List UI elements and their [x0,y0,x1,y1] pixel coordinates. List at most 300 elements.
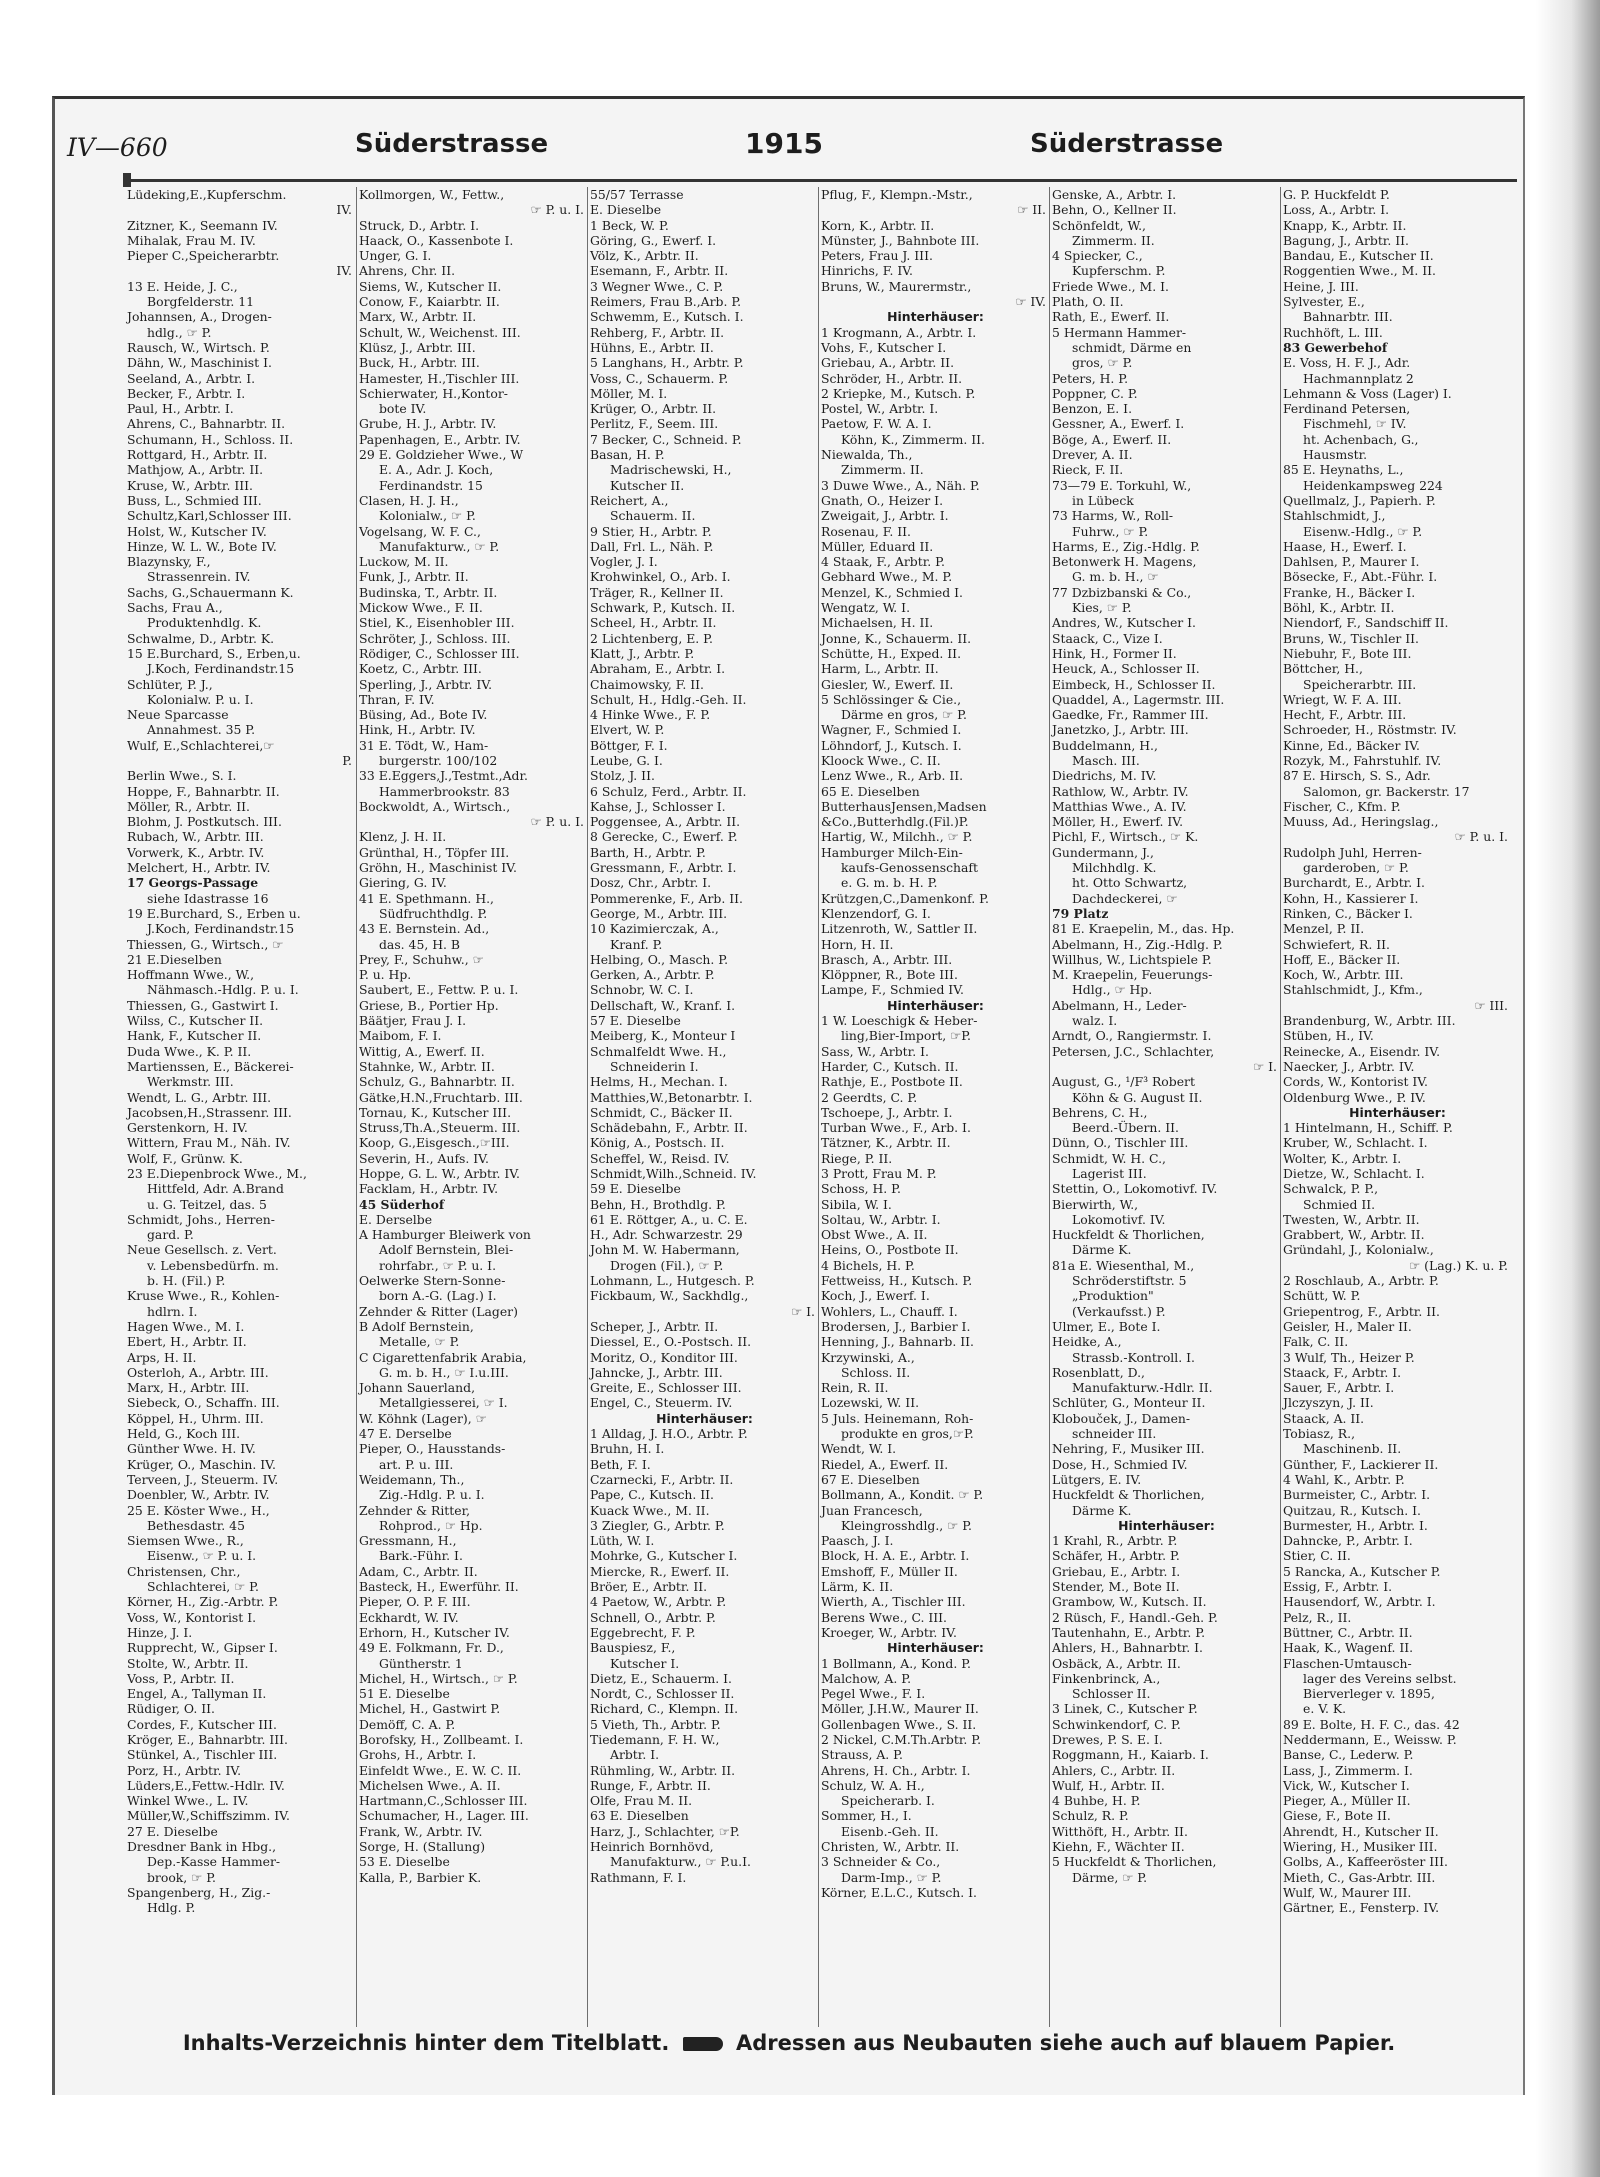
directory-line: Neue Gesellsch. z. Vert. [127,1242,277,1258]
directory-line: Büttner, C., Arbtr. II. [1283,1624,1413,1640]
directory-line: Kies, ☞ P. [1072,600,1132,616]
directory-line: George, M., Arbtr. III. [590,905,728,921]
directory-line: brook, ☞ P. [147,1869,216,1885]
directory-line: Wolter, K., Arbtr. I. [1283,1150,1402,1166]
directory-line: Rath, E., Ewerf. II. [1052,309,1170,325]
directory-line: Marx, W., Arbtr. II. [359,309,477,325]
directory-line: Barth, H., Arbtr. P. [590,844,706,860]
directory-line: Südfruchthdlg. P. [379,905,488,921]
directory-line: Michaelsen, H. II. [821,615,934,631]
directory-line: Berlin Wwe., S. I. [127,768,237,784]
directory-line: Borofsky, H., Zollbeamt. I. [359,1731,524,1747]
directory-line: Michel, H., Gastwirt P. [359,1701,501,1717]
directory-line: G. m. b. H., ☞ I.u.III. [379,1364,509,1380]
directory-line: Menzel, P. II. [1283,921,1365,937]
directory-line: Pelz, R., II. [1283,1609,1352,1625]
directory-line: Dünn, O., Tischler III. [1052,1135,1189,1151]
directory-line: Eisenw., ☞ P. u. I. [147,1548,257,1564]
directory-line: Schmied II. [1303,1196,1376,1212]
directory-line: Köhn & G. August II. [1072,1089,1203,1105]
directory-line: siehe Idastrasse 16 [147,890,269,906]
directory-line: garderoben, ☞ P. [1303,860,1409,876]
directory-line: Beth, F. I. [590,1456,651,1472]
directory-line: Voss, W., Kontorist I. [127,1609,257,1625]
directory-line: Haack, O., Kassenbote I. [359,232,514,248]
directory-line: Twesten, W., Arbtr. II. [1283,1211,1420,1227]
directory-line: Gundermann, J., [1052,844,1154,860]
directory-line: Osterloh, A., Arbtr. III. [127,1364,269,1380]
directory-line: 85 E. Heynaths, L., [1283,462,1404,478]
directory-line: Terveen, J., Steuerm. IV. [127,1471,279,1487]
directory-line: Clasen, H. J. H., [359,492,459,508]
directory-line: gard. P. [147,1227,194,1243]
directory-line: Schwark, P., Kutsch. II. [590,600,736,616]
directory-line: Tätzner, K., Arbtr. II. [821,1135,951,1151]
directory-line: burgerstr. 100/102 [379,752,498,768]
directory-line: Bierwirth, W., [1052,1196,1139,1212]
directory-line: Golbs, A., Kaffeeröster III. [1283,1854,1448,1870]
directory-line: Hinterhäuser: [656,1410,753,1426]
directory-line: Neue Sparcasse [127,707,229,723]
directory-line: Schlüter, P. J., [127,676,213,692]
directory-line: Schumann, H., Schloss. II. [127,431,294,447]
directory-line: kaufs-Genossenschaft [841,860,978,876]
directory-line: Hoppe, F., Bahnarbtr. II. [127,783,280,799]
directory-line: Adolf Bernstein, Blei- [379,1242,514,1258]
directory-line: 3 Duwe Wwe., A., Näh. P. [821,477,980,493]
directory-line: Drewes, P. S. E. I. [1052,1731,1163,1747]
directory-line: Schwemm, E., Kutsch. I. [590,309,744,325]
directory-line: Oldenburg Wwe., P. IV. [1283,1089,1426,1105]
directory-line: Lokomotivf. IV. [1072,1211,1166,1227]
directory-line: 47 E. Derselbe [359,1426,452,1442]
directory-line: Griebau, A., Arbtr. II. [821,355,955,371]
directory-line: Engel, C., Steuerm. IV. [590,1395,733,1411]
directory-line: Gressmann, F., Arbtr. I. [590,860,737,876]
directory-line: Schlosser II. [1072,1686,1151,1702]
directory-line: Basan, H. P. [590,447,665,463]
directory-line: Mohrke, G., Kutscher I. [590,1548,738,1564]
directory-line: 3 Ziegler, G., Arbtr. P. [590,1517,725,1533]
directory-line: H., Adr. Schwarzestr. 29 [590,1227,743,1243]
directory-line: E. Voss, H. F. J., Adr. [1283,355,1411,371]
directory-line: Buck, H., Arbtr. III. [359,355,480,371]
directory-line: Helms, H., Mechan. I. [590,1074,728,1090]
directory-line: Emshoff, F., Müller II. [821,1563,958,1579]
directory-line: 29 E. Goldzieher Wwe., W [359,447,524,463]
directory-line: Christen, W., Arbtr. II. [821,1839,960,1855]
directory-line: Giering, G. IV. [359,875,447,891]
directory-line: Zitzner, K., Seemann IV. [127,217,278,233]
directory-line: Möller, M. I. [590,385,668,401]
directory-line: Rödiger, C., Schlosser III. [359,645,520,661]
directory-line: Bahnarbtr. III. [1303,309,1393,325]
directory-line: Koch, W., Arbtr. III. [1283,967,1404,983]
directory-line: Gätke,H.N.,Fruchtarb. III. [359,1089,523,1105]
directory-line: Rudolph Juhl, Herren- [1283,844,1422,860]
directory-line: 2 Rüsch, F., Handl.-Geh. P. [1052,1609,1218,1625]
directory-line: 7 Becker, C., Schneid. P. [590,431,742,447]
directory-line: E. A., Adr. J. Koch, [379,462,494,478]
directory-line: Elvert, W. P. [590,722,665,738]
directory-line: Blazynsky, F., [127,554,211,570]
directory-line: Bruns, W., Maurermstr., [821,278,972,294]
directory-line: Paul, H., Arbtr. I. [127,401,234,417]
directory-line: 25 E. Köster Wwe., H., [127,1502,270,1518]
directory-line: Ahrens, Chr. II. [359,263,456,279]
directory-line: Böttger, F. I. [590,737,668,753]
directory-line: Böhl, K., Arbtr. II. [1283,600,1395,616]
directory-line: Prey, F., Schuhw., ☞ [359,951,484,967]
directory-line: Manufakturw.-Hdlr. II. [1072,1380,1213,1396]
directory-line: Nehring, F., Musiker III. [1052,1441,1205,1457]
directory-line: Schmidt,Wilh.,Schneid. IV. [590,1166,757,1181]
directory-line: Olfe, Frau M. II. [590,1793,693,1809]
directory-line: 17 Georgs-Passage [127,875,259,891]
directory-line: Böttcher, H., [1283,661,1363,677]
directory-line: Muuss, Ad., Heringslag., [1283,814,1439,830]
directory-line: Struck, D., Arbtr. I. [359,217,480,233]
directory-line: Wulf, E.,Schlachterei,☞ [127,737,275,753]
directory-line: 83 Gewerbehof [1283,339,1388,355]
directory-line: Produktenhdlg. K. [147,615,262,631]
directory-line: Dose, H., Schmied IV. [1052,1456,1188,1472]
directory-line: Eisenb.-Geh. II. [841,1823,939,1839]
directory-line: ☞ I. [791,1303,815,1319]
directory-line: Masch. III. [1072,752,1140,768]
directory-line: 81a E. Wiesenthal, M., [1052,1257,1195,1273]
directory-line: Staack, C., Vize I. [1052,630,1163,646]
directory-line: Koetz, C., Arbtr. III. [359,661,482,677]
directory-line: 5 Schlössinger & Cie., [821,691,962,707]
year-heading: 1915 [745,127,823,160]
directory-line: Sachs, G.,Schauermann K. [127,584,294,600]
directory-line: Nähmasch.-Hdlg. P. u. I. [147,982,299,998]
footer-right-text: Adressen aus Neubauten siehe auch auf blauem Papier. [735,2031,1396,2055]
directory-line: 61 E. Röttger, A., u. C. E. [590,1211,748,1227]
directory-line: Vorwerk, K., Arbtr. IV. [127,844,265,860]
directory-line: Peters, H. P. [1052,370,1129,386]
directory-line: Bruns, W., Tischler II. [1283,630,1419,646]
directory-line: Postel, W., Arbtr. I. [821,401,939,417]
directory-line: Abelmann, H., Zig.-Hdlg. P. [1052,936,1223,952]
directory-line: Riege, P. II. [821,1150,893,1166]
directory-line: Ferdinandstr. 15 [379,477,483,493]
directory-line: 10 Kazimierczak, A., [590,921,719,937]
directory-line: Arps, H. II. [127,1349,197,1365]
directory-line: Kolonialw., ☞ P. [379,508,476,524]
directory-page [52,96,1525,2095]
directory-line: Wriegt, W. F. A. III. [1283,691,1402,707]
directory-line: Drogen (Fil.), ☞ P. [610,1257,724,1273]
directory-line: (Verkaufsst.) P. [1072,1303,1166,1319]
directory-line: ☞ P. u. I. [1454,829,1508,845]
directory-line: Kutscher I. [610,1655,680,1671]
directory-line: 55/57 Terrasse [590,187,684,202]
directory-line: Frank, W., Arbtr. IV. [359,1823,483,1839]
directory-line: Krohwinkel, O., Arb. I. [590,569,731,585]
directory-line: Banse, C., Lederw. P. [1283,1747,1414,1763]
directory-line: Unger, G. I. [359,248,432,264]
directory-line: Müller, Eduard II. [821,538,934,554]
directory-line: Dosz, Chr., Arbtr. I. [590,875,712,891]
directory-line: Meiberg, K., Monteur I [590,1028,736,1044]
directory-line: Heuck, A., Schlosser II. [1052,661,1200,677]
directory-line: 8 Gerecke, C., Ewerf. P. [590,829,738,845]
directory-line: Luckow, M. II. [359,554,449,570]
directory-line: Schröderstiftstr. 5 [1072,1273,1187,1289]
directory-line: Bockwoldt, A., Wirtsch., [359,798,511,814]
directory-line: Därme K. [1072,1502,1132,1518]
directory-line: Plath, O. II. [1052,294,1124,310]
directory-line: Soltau, W., Arbtr. I. [821,1211,941,1227]
directory-line: ☞ P. u. I. [530,814,584,830]
directory-line: Gaedke, Fr., Rammer III. [1052,707,1209,723]
directory-line: Janetzko, J., Arbtr. III. [1052,722,1189,738]
directory-line: P. u. Hp. [359,967,412,983]
directory-line: P. [342,752,352,768]
directory-line: Gnath, O., Heizer I. [821,492,944,508]
directory-line: Rausch, W., Wirtsch. P. [127,339,270,355]
directory-line: Sorge, H. (Stallung) [359,1839,486,1855]
directory-line: Tschoepe, J., Arbtr. I. [821,1104,953,1120]
directory-line: Wendt, W. I. [821,1441,897,1457]
directory-line: Hartmann,C.,Schlosser III. [359,1793,528,1809]
directory-line: Hinterhäuser: [887,997,984,1013]
directory-line: Rubach, W., Arbtr. III. [127,829,264,845]
directory-line: Schoss, H. P. [821,1181,901,1197]
directory-line: Abraham, E., Arbtr. I. [590,661,726,677]
directory-line: Madrischewski, H., [610,462,732,478]
directory-line: ☞ I. [1253,1058,1277,1074]
directory-line: Schneiderin I. [610,1058,699,1074]
directory-line: 13 E. Heide, J. C., [127,278,238,294]
directory-line: Gärtner, E., Fensterp. IV. [1283,1900,1440,1916]
directory-line: Griebau, E., Arbtr. I. [1052,1563,1181,1579]
directory-line: Thiessen, G., Gastwirt I. [127,997,279,1013]
directory-line: 5 Hermann Hammer- [1052,324,1187,340]
directory-line: 4 Spiecker, C., [1052,248,1143,264]
directory-line: Michel, H., Wirtsch., ☞ P. [359,1670,518,1686]
directory-line: 33 E.Eggers,J.,Testmt.,Adr. [359,768,528,784]
directory-line: „Produktion" [1072,1288,1154,1304]
directory-line: Sachs, Frau A., [127,600,223,616]
directory-line: 5 Langhans, H., Arbtr. P. [590,355,744,371]
directory-line: 4 Hinke Wwe., F. P. [590,707,711,723]
directory-line: Dellschaft, W., Kranf. I. [590,997,736,1013]
directory-line: bote IV. [379,401,427,417]
directory-line: 1 Krahl, R., Arbtr. P. [1052,1533,1178,1549]
directory-line: Eimbeck, H., Schlosser II. [1052,676,1216,692]
directory-line: Buss, L., Schmied III. [127,492,262,508]
directory-line: Dep.-Kasse Hammer- [147,1854,281,1870]
directory-line: Huckfeldt & Thorlichen, [1052,1227,1205,1243]
directory-line: Funk, J., Arbtr. II. [359,569,469,585]
directory-line: 73—79 E. Torkuhl, W., [1052,477,1192,493]
directory-line: Jacobsen,H.,Strassenr. III. [127,1104,292,1120]
directory-line: Scheel, H., Arbtr. II. [590,615,717,631]
directory-line: 45 Süderhof [359,1196,445,1212]
directory-line: Kruse, W., Arbtr. III. [127,477,253,493]
directory-line: 5 Juls. Heinemann, Roh- [821,1410,974,1426]
directory-line: 4 Paetow, W., Arbtr. P. [590,1594,727,1610]
column-6 [1280,187,1512,2027]
directory-line: Stahlschmidt, J., [1283,508,1386,524]
directory-line: Kalla, P., Barbier K. [359,1869,482,1885]
directory-line: Tornau, K., Kutscher III. [359,1104,512,1120]
directory-line: 4 Bichels, H. P. [821,1257,915,1273]
directory-line: Rehberg, F., Arbtr. II. [590,324,725,340]
directory-line: John M. W. Habermann, [590,1242,740,1258]
directory-line: Köppel, H., Uhrm. III. [127,1410,264,1426]
directory-line: Dietze, W., Schlacht. I. [1283,1166,1425,1181]
directory-line: Darm-Imp., ☞ P. [841,1869,942,1885]
directory-line: Dahlsen, P., Maurer I. [1283,554,1420,570]
directory-line: 5 Rancka, A., Kutscher P. [1283,1563,1441,1579]
column-1 [125,187,356,2027]
directory-line: Körner, E.L.C., Kutsch. I. [821,1884,977,1900]
directory-line: 77 Dzbizbanski & Co., [1052,584,1192,600]
directory-line: 51 E. Dieselbe [359,1686,450,1702]
directory-line: Schröter, J., Schloss. III. [359,630,511,646]
directory-line: e. G. m. b. H. P. [841,875,938,891]
directory-line: Schütte, H., Exped. II. [821,645,962,661]
directory-line: 81 E. Kraepelin, M., das. Hp. [1052,921,1235,937]
column-4 [818,187,1050,2027]
directory-line: Bruhn, H. I. [590,1441,665,1457]
directory-line: Bäätjer, Frau J. I. [359,1013,467,1029]
directory-line: Siems, W., Kutscher II. [359,278,502,294]
directory-line: Burmeister, C., Arbtr. I. [1283,1487,1431,1503]
directory-line: 79 Platz [1052,905,1109,921]
directory-line: Lampe, F., Schmied IV. [821,982,964,998]
directory-line: Wilss, C., Kutscher II. [127,1013,264,1029]
directory-line: Wulf, H., Arbtr. II. [1052,1777,1165,1793]
directory-line: Grohs, H., Arbtr. I. [359,1747,477,1763]
directory-line: Genske, A., Arbtr. I. [1052,187,1177,202]
directory-line: 4 Buhbe, H. P. [1052,1793,1141,1809]
directory-line: Pflug, F., Klempn.-Mstr., [821,187,973,202]
directory-line: Helbing, O., Masch. P. [590,951,729,967]
directory-line: Porz, H., Arbtr. IV. [127,1762,242,1778]
directory-line: 2 Geerdts, C. P. [821,1089,918,1105]
directory-line: C Cigarettenfabrik Arabia, [359,1349,527,1365]
directory-line: Engel, A., Tallyman II. [127,1686,267,1702]
directory-line: 3 Wegner Wwe., C. P. [590,278,724,294]
directory-line: Cordes, F., Kutscher III. [127,1716,277,1732]
directory-line: ling,Bier-Import, ☞P. [841,1028,971,1044]
directory-line: 9 Stier, H., Arbtr. P. [590,523,712,539]
directory-line: Voss, C., Schauerm. P. [590,370,729,386]
directory-line: Hausmstr. [1303,447,1368,463]
directory-line: Winkel Wwe., L. IV. [127,1793,249,1809]
directory-line: das. 45, H. B [379,936,460,952]
directory-line: Litzenroth, W., Sattler II. [821,921,978,937]
directory-line: 1 Beck, W. P. [590,217,669,233]
footer-left-text: Inhalts-Verzeichnis hinter dem Titelblatt. [182,2031,670,2055]
directory-line: Roggmann, H., Kaiarb. I. [1052,1747,1209,1763]
directory-line: Rozyk, M., Fahrstuhlf. IV. [1283,752,1442,768]
directory-line: Güntherstr. 1 [379,1655,463,1671]
directory-line: Demöff, C. A. P. [359,1716,456,1732]
directory-line: Holst, W., Kutscher IV. [127,523,267,539]
directory-line: Vohs, F., Kutscher I. [821,339,947,355]
directory-line: Eggebrecht, F. P. [590,1624,696,1640]
directory-line: G. m. b. H., ☞ [1072,569,1159,585]
directory-line: Henning, J., Bahnarb. II. [821,1334,974,1350]
directory-line: Niebuhr, F., Bote III. [1283,645,1412,661]
directory-line: Günther Wwe. H. IV. [127,1441,256,1457]
directory-line: Wagner, F., Schmied I. [821,722,962,738]
directory-line: Hank, F., Kutscher II. [127,1028,262,1044]
directory-line: Fickbaum, W., Sackhdlg., [590,1288,749,1304]
directory-line: Schmidt, W. H. C., [1052,1150,1166,1166]
directory-line: Horn, H. II. [821,936,894,952]
directory-line: Thran, F. IV. [359,691,435,707]
directory-line: Arbtr. I. [610,1747,660,1763]
directory-line: Leube, G. I. [590,752,663,768]
directory-line: Burmester, H., Arbtr. I. [1283,1517,1428,1533]
directory-line: Heidke, A., [1052,1334,1122,1350]
directory-line: Schroeder, H., Röstmstr. IV. [1283,722,1457,738]
directory-line: Kruse Wwe., R., Kohlen- [127,1288,280,1304]
directory-line: hdlg., ☞ P. [147,324,212,340]
directory-line: Greite, E., Schlosser III. [590,1380,742,1396]
directory-line: Hecht, F., Arbtr. III. [1283,707,1407,723]
directory-line: Geisler, H., Maler II. [1283,1318,1412,1334]
directory-line: Niendorf, F., Sandschiff II. [1283,615,1449,631]
directory-line: Behn, H., Brothdlg. P. [590,1196,726,1212]
directory-line: Hink, H., Former II. [1052,645,1177,661]
directory-line: Grabbert, W., Arbtr. II. [1283,1227,1425,1243]
directory-line: Menzel, K., Schmied I. [821,584,963,600]
directory-line: Marx, H., Arbtr. III. [127,1380,250,1396]
directory-line: Hammerbrookstr. 83 [379,783,510,799]
directory-line: 65 E. Dieselben [821,783,920,799]
directory-line: Ulmer, E., Bote I. [1052,1318,1161,1334]
directory-line: Brasch, A., Arbtr. III. [821,951,953,967]
directory-line: born A.-G. (Lag.) I. [379,1288,497,1304]
directory-line: Koch, J., Ewerf. I. [821,1288,930,1304]
directory-line: Blohm, J. Postkutsch. III. [127,814,282,830]
directory-line: Wiering, H., Musiker III. [1283,1839,1438,1855]
directory-line: Kiehn, F., Wächter II. [1052,1839,1185,1855]
directory-line: produkte en gros,☞P. [841,1426,974,1442]
directory-line: Weidemann, Th., [359,1471,465,1487]
directory-line: Staack, A. II. [1283,1410,1365,1426]
directory-line: Griese, B., Portier Hp. [359,997,499,1013]
directory-line: 41 E. Spethmann. H., [359,890,494,906]
directory-line: Annahmest. 35 P. [147,722,256,738]
directory-line: Finkenbrinck, A., [1052,1670,1161,1686]
directory-line: Pichl, F., Wirtsch., ☞ K. [1052,829,1199,845]
directory-line: Schädebahn, F., Arbtr. II. [590,1120,748,1136]
directory-line: b. H. (Fil.) P. [147,1273,226,1289]
directory-line: Cords, W., Kontorist IV. [1283,1074,1428,1090]
directory-line: schneider III. [1072,1426,1157,1442]
directory-line: gros, ☞ P. [1072,355,1133,371]
directory-line: Krzywinski, A., [821,1349,915,1365]
directory-line: Hoff, E., Bäcker II. [1283,951,1401,967]
directory-line: Basteck, H., Ewerführ. II. [359,1579,519,1595]
directory-line: Möller, J.H.W., Maurer II. [821,1701,979,1717]
directory-line: Dachdeckerei, ☞ [1072,890,1178,906]
directory-line: Quellmalz, J., Papierh. P. [1283,492,1436,508]
directory-line: Vick, W., Kutscher I. [1283,1777,1410,1793]
directory-line: E. Derselbe [359,1211,433,1227]
directory-line: Rieck, F. II. [1052,462,1124,478]
directory-line: Beerd.-Übern. II. [1072,1120,1179,1136]
